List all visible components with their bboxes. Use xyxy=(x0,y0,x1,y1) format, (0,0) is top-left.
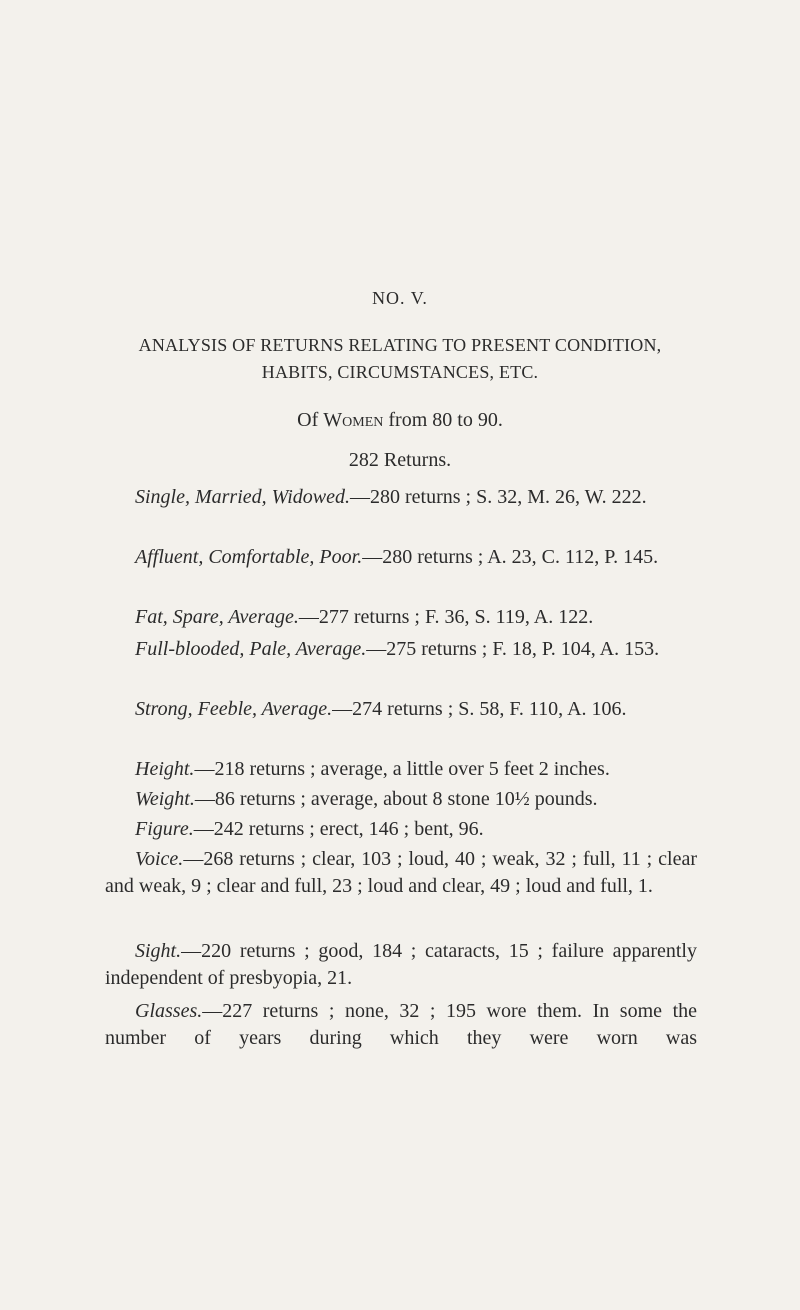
section-number: NO. V. xyxy=(372,288,428,308)
entry-marital-status xyxy=(105,484,697,511)
subtitle-women: Women xyxy=(323,409,384,431)
entry-height xyxy=(105,756,697,783)
entry-text: —86 returns ; average, about 8 stone 10½ pounds. xyxy=(194,788,598,810)
entry-build xyxy=(105,604,697,631)
entry-label: Sight. xyxy=(135,940,182,962)
entry-text: —220 returns ; good, 184 ; cataracts, 15 ; failure apparently independent of presbyopia, 21. xyxy=(105,940,697,989)
entry-label: Voice. xyxy=(135,848,184,870)
entry-label: Strong, Feeble, Average. xyxy=(135,698,333,720)
entry-text: —242 returns ; erect, 146 ; bent, 96. xyxy=(193,818,484,840)
returns-count: 282 Returns. xyxy=(348,449,452,471)
entry-figure xyxy=(105,816,697,843)
entry-text: —275 returns ; F. 18, P. 104, A. 153. xyxy=(366,638,660,660)
section-title-line-2: HABITS, CIRCUMSTANCES, ETC. xyxy=(261,362,539,382)
entry-complexion xyxy=(105,636,697,663)
subtitle-prefix: Of xyxy=(297,409,324,431)
entry-label: Full-blooded, Pale, Average. xyxy=(135,638,367,660)
entry-label: Weight. xyxy=(135,788,195,810)
entry-label: Single, Married, Widowed. xyxy=(135,486,350,508)
entry-voice xyxy=(105,846,697,900)
entry-text: —277 returns ; F. 36, S. 119, A. 122. xyxy=(298,606,594,628)
entry-text: —274 returns ; S. 58, F. 110, A. 106. xyxy=(332,698,627,720)
entry-label: Affluent, Comfortable, Poor. xyxy=(135,546,363,568)
entry-glasses xyxy=(105,998,697,1052)
entry-weight xyxy=(105,786,697,813)
entry-text: —218 returns ; average, a little over 5 feet 2 inches. xyxy=(194,758,610,780)
entry-label: Figure. xyxy=(135,818,194,840)
entry-text: —280 returns ; S. 32, M. 26, W. 222. xyxy=(349,486,647,508)
section-title-line-1: ANALYSIS OF RETURNS RELATING TO PRESENT CONDITION, xyxy=(138,335,662,355)
entry-text: —227 returns ; none, 32 ; 195 wore them. In some the number of years during which they were worn was xyxy=(105,1000,697,1049)
entry-label: Fat, Spare, Average. xyxy=(135,606,299,628)
entry-circumstances xyxy=(105,544,697,571)
entry-text: —280 returns ; A. 23, C. 112, P. 145. xyxy=(362,546,659,568)
subtitle xyxy=(0,409,800,432)
entry-label: Height. xyxy=(135,758,195,780)
entry-sight xyxy=(105,938,697,992)
subtitle-suffix: from 80 to 90. xyxy=(383,409,503,431)
entry-strength xyxy=(105,696,697,723)
entry-text: —268 returns ; clear, 103 ; loud, 40 ; weak, 32 ; full, 11 ; clear and weak, 9 ; clear and full, 23 ; loud and clear, 49 ; loud and full, 1. xyxy=(105,848,697,897)
entry-label: Glasses. xyxy=(135,1000,203,1022)
